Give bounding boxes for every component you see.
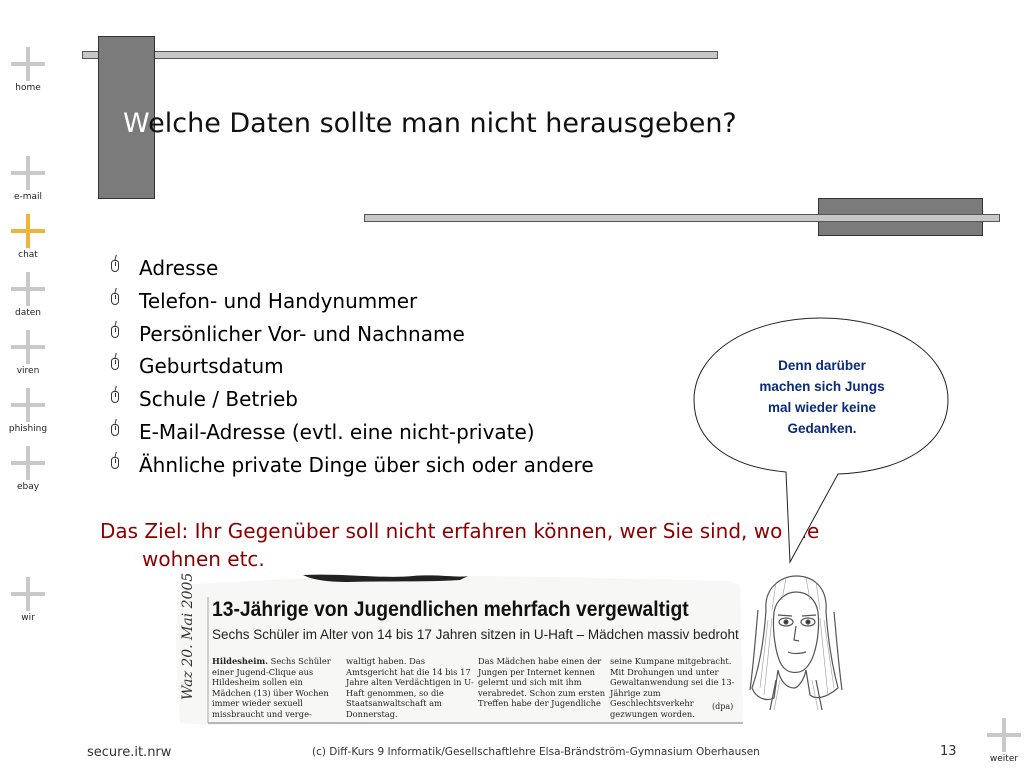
mouse-icon <box>111 424 119 436</box>
list-item-text: Telefon- und Handynummer <box>139 288 418 313</box>
footer-copyright: (c) Diff-Kurs 9 Informatik/Gesellschaftlehre Elsa-Brändström-Gymnasium Oberhausen <box>312 746 760 758</box>
nav-chat[interactable] <box>0 214 56 260</box>
newspaper-date: Waz 20. Mai 2005 <box>180 572 196 700</box>
plus-icon <box>11 388 45 422</box>
list-item <box>100 286 594 319</box>
speech-bubble-text <box>742 355 902 439</box>
goal-line-1: Das Ziel: Ihr Gegenüber soll nicht erfahren können, wer Sie sind, wo Sie <box>100 519 820 543</box>
next-button-label: weiter <box>989 754 1019 764</box>
list-item-text: Geburtsdatum <box>139 354 284 379</box>
plus-icon <box>987 718 1021 752</box>
plus-icon <box>11 272 45 306</box>
list-item <box>100 319 594 352</box>
plus-icon <box>11 446 45 480</box>
nav-e-mail[interactable] <box>0 156 56 202</box>
nav-ebay[interactable] <box>0 446 56 492</box>
plus-icon <box>11 214 45 248</box>
nav-daten[interactable] <box>0 272 56 318</box>
newspaper-column <box>346 656 474 720</box>
nav-daten-label: daten <box>15 308 41 318</box>
plus-icon <box>11 47 45 81</box>
nav-ebay-label: ebay <box>16 482 40 492</box>
bullet-list <box>100 253 594 483</box>
plus-icon <box>11 156 45 190</box>
list-item-text: Adresse <box>139 256 219 280</box>
nav-phishing[interactable] <box>0 388 56 434</box>
newspaper-column-text: waltigt haben. Das Amtsgericht hat die 14 bis 17 Jahre alten Verdächtigen in U-Haft genommen, so die Staatsanwaltschaft am Donnerstag. <box>346 656 474 719</box>
newspaper-headline: 13-Jährige von Jugendlichen mehrfach vergewaltigt <box>212 598 689 621</box>
newspaper-column-text: Sechs Schüler einer Jugend-Clique aus Hildesheim sollen ein Mädchen (13) über Wochen immer wieder sexuell missbraucht und verge- <box>212 656 331 719</box>
newspaper-column-text: seine Kumpane mitgebracht. Mit Drohungen und unter Gewaltanwendung sei die 13-Jährige zum Geschlechtsverkehr gezwungen worden. <box>610 656 735 719</box>
slide-title-first-letter: W <box>123 108 149 139</box>
nav-home-label: home <box>15 83 41 93</box>
newspaper-dateline: Hildesheim. <box>212 656 269 666</box>
newspaper-subheadline: Sechs Schüler im Alter von 14 bis 17 Jahren sitzen in U-Haft – Mädchen massiv bedroht <box>212 627 739 642</box>
nav-viren-label: viren <box>16 366 40 376</box>
newspaper-column-text: Das Mädchen habe einen der Jungen per Internet kennen gelernt und sich mit ihm verabredet. Schon zum ersten Treffen habe der Jugendliche <box>478 656 606 709</box>
slide-title <box>123 108 737 139</box>
nav-e-mail-label: e-mail <box>13 192 43 202</box>
list-item <box>100 417 594 450</box>
newspaper-column <box>478 656 606 709</box>
nav-viren[interactable] <box>0 330 56 376</box>
mouse-icon <box>111 293 119 305</box>
goal-line-2: wohnen etc. <box>142 547 265 571</box>
nav-wir[interactable] <box>0 577 56 623</box>
slide-title-rest: elche Daten sollte man nicht herausgeben? <box>148 108 737 139</box>
speech-bubble-line: Denn darüber <box>778 358 866 373</box>
next-button[interactable] <box>984 718 1024 764</box>
mouse-icon <box>111 457 119 469</box>
plus-icon <box>11 577 45 611</box>
page-number: 13 <box>940 744 957 759</box>
speech-bubble-line: machen sich Jungs <box>759 379 885 394</box>
plus-icon <box>11 330 45 364</box>
girl-sketch-illustration <box>746 570 844 715</box>
newspaper-column <box>212 656 340 720</box>
newspaper-source: (dpa) <box>712 702 734 711</box>
list-item-text: E-Mail-Adresse (evtl. eine nicht-private) <box>139 419 535 444</box>
speech-bubble <box>690 312 952 572</box>
list-item-text: Persönlicher Vor- und Nachname <box>139 321 465 346</box>
mouse-icon <box>111 260 119 272</box>
list-item-text: Ähnliche private Dinge über sich oder andere <box>139 452 594 477</box>
speech-bubble-line: mal wieder keine <box>767 400 877 415</box>
list-item <box>100 253 594 286</box>
list-item <box>100 351 594 384</box>
nav-home[interactable] <box>0 47 56 93</box>
footer-site: secure.it.nrw <box>87 745 172 760</box>
mouse-icon <box>111 326 119 338</box>
list-item <box>100 384 594 417</box>
nav-phishing-label: phishing <box>8 424 48 434</box>
mouse-icon <box>111 358 119 370</box>
list-item <box>100 450 594 483</box>
nav-wir-label: wir <box>21 613 35 623</box>
title-decoration-bar-top <box>82 51 718 59</box>
side-navigation <box>0 0 56 768</box>
title-decoration-bar-bottom <box>364 214 1000 222</box>
speech-bubble-line: Gedanken. <box>787 421 857 436</box>
nav-chat-label: chat <box>18 250 38 260</box>
list-item-text: Schule / Betrieb <box>139 387 299 412</box>
mouse-icon <box>111 391 119 403</box>
